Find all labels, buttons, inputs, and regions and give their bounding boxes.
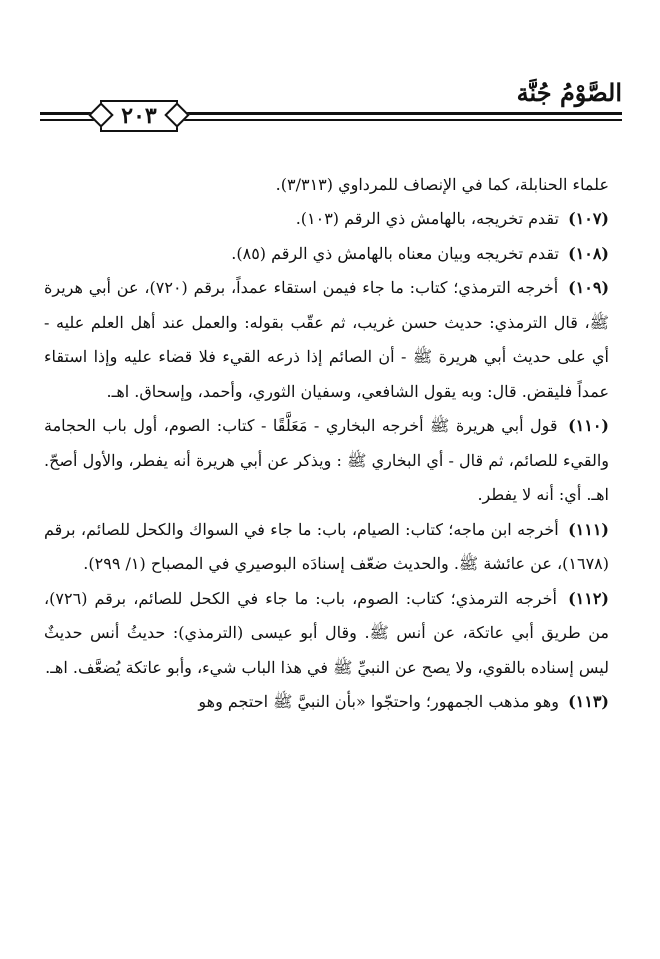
- footnote-number: (١١٣): [568, 692, 609, 711]
- footnote-number: (١٠٩): [568, 278, 610, 297]
- page-header: [40, 78, 622, 138]
- footnote-text: أخرجه الترمذي؛ كتاب: الصوم، باب: ما جاء في الكحل للصائم، برقم (٧٢٦)، من طريق أبي عاتكة، عن أنس ﷺ. وقال أبو عيسى (الترمذي): حديثُ أنس حديثٌ ليس إسناده بالقوي، ولا يصح عن النبيِّ ﷺ في هذا الباب شيء، وأبو عاتكة يُضعَّف. اهـ.: [44, 588, 609, 677]
- footnote-112: [44, 582, 609, 686]
- footnote-text: أخرجه ابن ماجه؛ كتاب: الصيام، باب: ما جاء في السواك والكحل للصائم، برقم (١٦٧٨)، عن عائشة ﷺ. والحديث ضعّف إسنادَه البوصيري في المصباح (١/ ٢٩٩).: [44, 519, 609, 573]
- page-number-frame: [100, 100, 178, 132]
- intro-line: علماء الحنابلة، كما في الإنصاف للمرداوي (٣/٣١٣).: [275, 175, 609, 194]
- footnote-number: (١١٢): [568, 588, 609, 608]
- footnote-107: [44, 202, 609, 237]
- header-rule-left-thin: [40, 119, 98, 121]
- footnote-113: [44, 685, 609, 720]
- footnote-108: [44, 237, 609, 272]
- footnote-number: (١١١): [568, 519, 609, 539]
- footnote-110: [44, 409, 609, 513]
- header-rule-thin: [176, 119, 622, 121]
- footnote-109: [44, 271, 609, 409]
- footnote-text: تقدم تخريجه وبيان معناه بالهامش ذي الرقم (٨٥).: [231, 243, 559, 263]
- footnote-111: [44, 513, 609, 582]
- footnotes-body: [44, 168, 609, 720]
- footnote-text: قول أبي هريرة ﷺ أخرجه البخاري - مَعَلَّقًا - كتاب: الصوم، أول باب الحجامة والقيء للصائم، ثم قال - أي البخاري ﷺ : ويذكر عن أبي هريرة أنه يفطر، والأول أصحّ. اهـ. أي: أنه لا يفطر.: [44, 416, 609, 504]
- footnote-number: (١٠٨): [568, 243, 609, 263]
- page-number: ٢٠٣: [121, 103, 157, 129]
- footnote-text: وهو مذهب الجمهور؛ واحتجّوا «بأن النبيَّ ﷺ احتجم وهو: [198, 692, 559, 711]
- header-rule: [176, 112, 622, 115]
- running-title: الصَّوْمُ جُنَّة: [516, 78, 622, 107]
- footnote-number: (١٠٧): [568, 209, 609, 228]
- footnote-number: (١١٠): [568, 416, 609, 435]
- footnote-text: تقدم تخريجه، بالهامش ذي الرقم (١٠٣).: [295, 209, 559, 228]
- footnote-text: أخرجه الترمذي؛ كتاب: ما جاء فيمن استقاء عمداً، برقم (٧٢٠)، عن أبي هريرة ﷺ، قال الترمذي: حديث حسن غريب، ثم عقّب بقوله: والعمل عند أهل العلم عليه - أي على حديث أبي هريرة ﷺ - أن الصائم إذا ذرعه القيء فلا قضاء عليه وإذا استقاء عمداً فليقض. قال: وبه يقول الشافعي، وسفيان الثوري، وأحمد، وإسحاق. اهـ.: [44, 278, 609, 401]
